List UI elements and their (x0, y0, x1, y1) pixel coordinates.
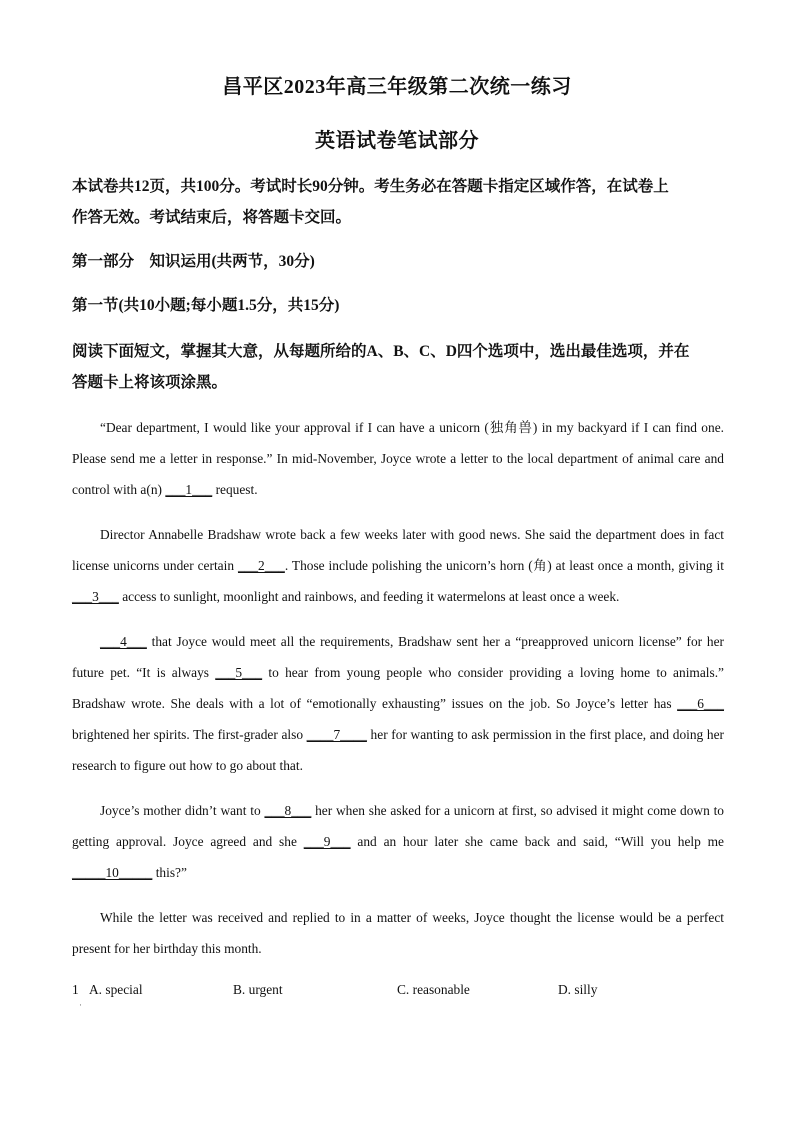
passage-text: Director Annabelle Bradshaw wrote back a few weeks later with good news. She said the department does in fact license unicorns under certain (72, 527, 724, 573)
passage-paragraph-5: While the letter was received and replied to in a matter of weeks, Joyce thought the license would be a perfect present for her birthday this month. (72, 910, 724, 956)
passage-text: . Those include polishing the unicorn’s horn (角) at least once a month, giving it (284, 558, 724, 573)
question-number: 1 (72, 982, 79, 997)
blank-3: ___3___ (72, 589, 119, 604)
passage-text: her when she asked for a unicorn at first, so advised it might come down to getting approval. Joyce agreed and she (72, 803, 724, 849)
passage-text: “Dear department, I would like your approval if I can have a unicorn (独角兽) in my backyard if I can find one. Please send me a letter in response.” In mid-November, Joyce wrote a letter to the local department of animal care and control with a(n) (72, 420, 724, 497)
blank-2: ___2___ (237, 558, 285, 573)
option-c[interactable]: C. reasonable (397, 982, 470, 997)
instructions (72, 171, 724, 233)
passage-paragraph-1 (72, 412, 724, 505)
blank-4: ___4___ (100, 634, 147, 649)
option-d[interactable]: D. silly (558, 982, 598, 997)
passage-text: her for wanting to ask permission in the first place, and doing her research to figure out how to go about that. (72, 727, 724, 773)
page-title: 昌平区2023年高三年级第二次统一练习 (222, 76, 572, 98)
option-b[interactable]: B. urgent (233, 982, 283, 997)
option-a[interactable]: A. special (89, 982, 143, 997)
passage-text: access to sunlight, moonlight and rainbows, and feeding it watermelons at least once a week. (118, 589, 620, 604)
instructions-line-2: 作答无效。考试结束后，将答题卡交回。 (72, 209, 352, 226)
blank-8: ___8___ (264, 803, 312, 818)
blank-10: _____10_____ (72, 865, 153, 880)
passage-text: brightened her spirits. The first-grader also (72, 727, 307, 742)
directions-line-1: 阅读下面短文，掌握其大意，从每题所给的A、B、C、D四个选项中，选出最佳选项，并在 (72, 343, 690, 360)
question-number-dot: · (79, 1000, 82, 1010)
blank-6: ___6___ (677, 696, 724, 711)
blank-5: ___5___ (215, 665, 263, 680)
part-heading: 第一部分 知识运用(共两节，30分) (72, 253, 315, 270)
passage-paragraph-4 (72, 795, 724, 888)
question-1-options (72, 982, 724, 1004)
passage-paragraph-3 (72, 626, 724, 781)
directions (72, 336, 724, 398)
passage-text: and an hour later she came back and said, “Will you help me (350, 834, 725, 849)
passage-text: to hear from young people who consider providing a loving home to animals.” Bradshaw wrote. She deals with a lot of “emotionally exhausting” issues on the job. So Joyce’s letter has (72, 665, 724, 711)
passage-text: this?” (152, 865, 187, 880)
blank-7: ____7____ (306, 727, 367, 742)
section-heading: 第一节(共10小题;每小题1.5分，共15分) (72, 297, 340, 314)
passage-text: that Joyce would meet all the requirements, Bradshaw sent her a “preapproved unicorn license” for her future pet. “It is always (72, 634, 724, 680)
blank-9: ___9___ (303, 834, 351, 849)
passage-text: Joyce’s mother didn’t want to (100, 803, 265, 818)
directions-line-2: 答题卡上将该项涂黑。 (72, 374, 228, 391)
passage-text: request. (212, 482, 258, 497)
page-subtitle: 英语试卷笔试部分 (315, 130, 479, 152)
passage-paragraph-2 (72, 519, 724, 612)
instructions-line-1: 本试卷共12页，共100分。考试时长90分钟。考生务必在答题卡指定区域作答，在试卷上 (72, 178, 669, 195)
blank-1: ___1___ (165, 482, 213, 497)
